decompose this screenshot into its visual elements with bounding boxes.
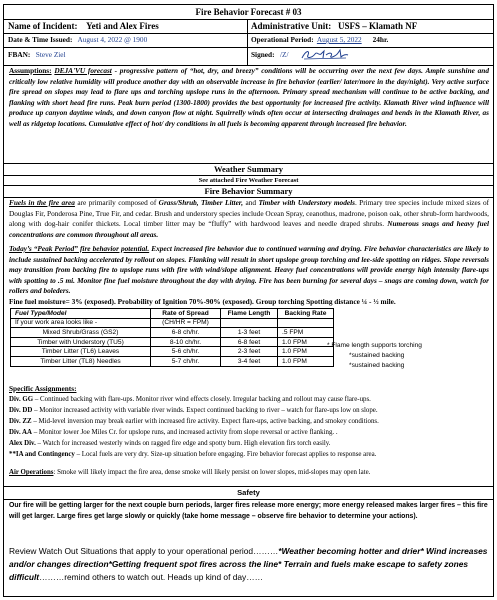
fuels-text-2: Grass/Shrub, Timber Litter, <box>158 198 244 207</box>
fban-label: FBAN: <box>8 50 31 59</box>
assignment-text: – Continued backing with flare-ups. Monitor river wind effects closely. Irregular backing and rollout may cause flare-ups. <box>34 396 371 403</box>
table-subheader-row <box>11 318 334 328</box>
division-label: Div. DD <box>9 407 33 414</box>
signed-prefix: /Z/ <box>280 50 289 59</box>
flame-cell: 2-3 feet <box>221 347 278 357</box>
assignment-item <box>9 427 491 438</box>
assignment-item <box>9 416 491 427</box>
fuels-paragraph <box>9 198 489 242</box>
subheader-empty-backing <box>278 318 334 328</box>
weather-summary-heading: Weather Summary <box>213 164 284 174</box>
subheader-units: (CH/HR = FPM) <box>151 318 221 328</box>
table-row <box>11 356 334 366</box>
backing-cell: .5 FPM <box>278 328 334 338</box>
signed-field <box>251 50 289 59</box>
subheader-work-area: If your work area looks like - <box>11 318 151 328</box>
forecast-document <box>3 4 494 597</box>
incident-name-field <box>8 21 159 31</box>
date-issued-label: Date & Time Issued: <box>8 35 73 44</box>
fuel-cell: Timber with Understory (TU5) <box>11 337 151 347</box>
table-row <box>11 337 334 347</box>
ros-cell: 6-8 ch/hr. <box>151 328 221 338</box>
backing-cell: 1.0 FPM <box>278 356 334 366</box>
weather-summary-text: See attached Fire Weather Forecast <box>198 177 299 184</box>
flame-cell: 6-8 feet <box>221 337 278 347</box>
safety-paragraph: Our fire will be getting larger for the next couple burn periods, larger fires release more energy; more energy released makes larger fires – this fire will get larger. Large fires get large slowly or quickly (take home message – observe fire behavior to determine your actions). <box>9 502 488 520</box>
operational-period-value: August 5, 2022 <box>316 35 362 44</box>
flame-cell: 1-3 feet <box>221 328 278 338</box>
operational-period-hours: 24hr. <box>372 35 389 44</box>
assignment-item <box>9 405 491 416</box>
incident-label: Name of Incident: <box>8 21 78 31</box>
table-header-row <box>11 309 334 319</box>
ros-cell: 5-7 ch/hr. <box>151 356 221 366</box>
backing-cell: 1.0 FPM <box>278 337 334 347</box>
fban-value: Steve Ziel <box>35 50 66 59</box>
division-label: Div. ZZ <box>9 418 32 425</box>
operational-period-label: Operational Period: <box>251 35 314 44</box>
backing-cell: 1.0 FPM <box>278 347 334 357</box>
fuel-moisture-line: Fine fuel moisture= 3% (exposed). Probability of Ignition 70%-90% (exposed). Group torching Spotting distance ¼ - ½ mile. <box>9 297 396 306</box>
header-flame-length: Flame Length <box>221 309 278 319</box>
header-backing-rate: Backing Rate <box>278 309 334 319</box>
signature-image <box>300 46 350 62</box>
admin-unit-label: Administrative Unit: <box>251 21 332 31</box>
date-issued-field <box>8 35 147 44</box>
admin-unit-value: USFS – Klamath NF <box>338 21 418 31</box>
assignment-text: – Monitor increased activity with variable river winds. Expect continued backing to river – watch for flare-ups low on slope. <box>34 407 378 414</box>
header-rate-of-spread: Rate of Spread <box>151 309 221 319</box>
table-row <box>11 347 334 357</box>
flame-cell: 3-4 feet <box>221 356 278 366</box>
air-operations-line <box>9 467 491 478</box>
watch-out-prefix: Review Watch Out Situations that apply to your operational period……… <box>9 546 279 556</box>
flame-length-note: * Flame length supports torching <box>327 342 422 349</box>
air-operations-text: : Smoke will likely impact the fire area, dense smoke will likely persist on lower slopes, mid-slopes may open late. <box>53 469 371 476</box>
fuel-behavior-table <box>10 308 334 367</box>
assignment-text: – Local fuels are very dry. Size-up situation before engaging. Fire behavior forecast applies to response area. <box>76 451 377 458</box>
document-title: Fire Behavior Forecast # 03 <box>195 7 302 17</box>
signed-label: Signed: <box>251 50 275 59</box>
fuel-cell: Timber Litter (TL8) Needles <box>11 356 151 366</box>
fuels-label: Fuels in the fire area <box>9 198 75 207</box>
peak-period-text: Expect increased fire behavior due to continued warming and drying. Fire behavior characteristics are likely to include sustained backing accelerated by rollout on slopes. Flanking will result in short upslope group torching and lee-side spotting on ridges. Slope reversals may transition from backing fire to upslope runs with fire with wind/slope alignment. Heavy fuel concentrations will provide energy high intensity flare-ups with spotting to .5 mi. Monitor fine fuel moisture throughout the day with drying. Fire has been burning for several days – snags are coming down, watch for rollers and boleders. <box>9 244 490 296</box>
assumptions-text: - progressive pattern of “hot, dry, and breezy” conditions will be occurring over the next few days. Ample sunshine and critically low relative humidity will produce another day with an observable increase in fire behavior (earlier/ later/more in the day/night). Very active surface fire spread on slopes may lead to flare ups and torching upslope runs in the afternoon. Primary spread mechanism will continue to be active backing, and flanking with short head fire runs. Peak burn period (1300-1800) provides the best opportunity for increased fire activity. Klamath River wind influence will produce up canyon daytime winds, and down canyon flow at night. Squirrelly winds often occur at intersecting drainages and bends in the Klamath River, as well as ridgetop locations. Cumulative effect of hot/ dry conditions in all fuels is becoming apparent through increased fire behavior. <box>9 66 489 128</box>
watch-out-situations: *Weather becoming hotter and drier* Wind increases and/or changes direction*Getting frequent spot fires across the line* Terrain and fuels make escape to safety zones difficult <box>9 546 488 582</box>
peak-period-label: Today’s “Peak Period” fire behavior potential. <box>9 244 150 253</box>
table-row <box>11 328 334 338</box>
air-operations-label: Air Operations <box>9 469 54 476</box>
assumptions-paragraph <box>9 66 489 162</box>
sustained-backing-note: *sustained backing <box>349 362 405 369</box>
fuels-text-5: . Primary tree species include mixed sizes of Douglas Fir, Ponderosa Pine, True Fir, and cedar. Brush and understory species include Ocean Spray, ceanothus, madrone, poison oak, other shrub-form hardwoods, along with dog-hair conifer thickets. Local timber litter may be “fluffy” with hardwood leaves and needle draped shrubs. <box>9 198 490 229</box>
date-issued-value: August 4, 2022 @ 1900 <box>77 35 148 44</box>
ros-cell: 5-6 ch/hr. <box>151 347 221 357</box>
assignment-item <box>9 438 491 449</box>
deja-vu-label: DEJA'VU forecast <box>54 66 112 75</box>
assignment-text: – Watch for increased westerly winds on ragged fire edge and spotty burn. High elevation firs torch easily. <box>37 440 331 447</box>
assignment-text: – Monitor lower Joe Miles Cr. for upslope runs, and increased activity from slope reversal or active flanking. . <box>33 429 338 436</box>
admin-unit-field <box>251 21 417 31</box>
division-label: Alex Div. <box>9 440 36 447</box>
fuel-cell: Mixed Shrub/Grass (GS2) <box>11 328 151 338</box>
division-label: **IA and Contingency <box>9 451 75 458</box>
operational-period-field <box>251 35 388 44</box>
fuels-text-3: and <box>245 198 257 207</box>
division-label: Div. GG <box>9 396 34 403</box>
fuels-text-4: Timber with Understory models <box>258 198 355 207</box>
subheader-empty-flame <box>221 318 278 328</box>
assignment-item <box>9 394 491 405</box>
incident-value: Yeti and Alex Fires <box>86 21 159 31</box>
ros-cell: 8-10 ch/hr. <box>151 337 221 347</box>
division-label: Div. AA <box>9 429 32 436</box>
assignment-item <box>9 449 491 460</box>
fuel-cell: Timber Litter (TL6) Leaves <box>11 347 151 357</box>
fuels-text-6: Numerous snags and heavy fuel concentrations are common throughout all areas. <box>9 219 490 239</box>
assumptions-label: Assumptions: <box>9 66 52 75</box>
fban-field <box>8 50 66 59</box>
specific-assignments-heading: Specific Assignments: <box>9 384 77 393</box>
watch-out-suffix: ………remind others to watch out. Heads up kind of day…… <box>39 572 263 582</box>
header-fuel-type: Fuel Type/Model <box>11 309 151 319</box>
fuels-text-1: are primarily composed of <box>77 198 157 207</box>
watch-out-paragraph <box>9 545 489 584</box>
sustained-backing-note: *sustained backing <box>349 352 405 359</box>
safety-heading: Safety <box>237 488 260 497</box>
peak-period-paragraph <box>9 244 489 299</box>
assignment-text: – Mid-level inversion may break earlier with increased fire activity. Expect flare-ups, active backing, and smokey conditions. <box>33 418 379 425</box>
fire-behavior-heading: Fire Behavior Summary <box>204 186 293 196</box>
